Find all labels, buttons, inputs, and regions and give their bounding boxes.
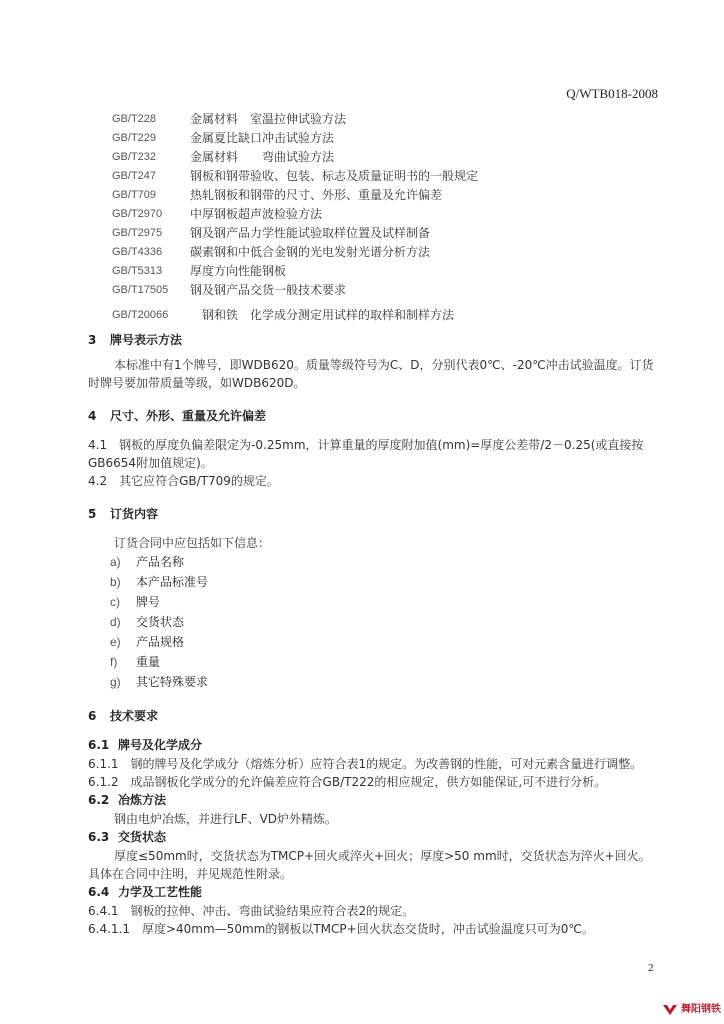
reference-title: 钢及钢产品力学性能试验取样位置及试样制备 [190,226,431,240]
reference-row [112,306,478,325]
logo-text: 舞阳钢铁 [681,1004,721,1015]
reference-row [112,281,478,300]
order-info-list [88,552,658,692]
reference-code: GB/T5313 [112,265,163,277]
document-code: Q/WTB018-2008 [566,86,658,101]
section-number: 4 [88,409,97,423]
section-number: 5 [88,507,97,521]
reference-row [112,186,478,205]
reference-code: GB/T232 [112,151,157,163]
list-item [110,572,658,592]
subsection-heading [88,828,658,847]
reference-row [112,224,478,243]
section-heading [88,406,658,426]
company-logo [662,1004,721,1016]
reference-code: GB/T2975 [112,227,163,239]
reference-row [112,167,478,186]
paragraph: 4.1 钢板的厚度负偏差限定为-0.25mm，计算重量的厚度附加值(mm)=厚度公差带/2－0.25(或直接按GB6654附加值规定)。 [88,438,644,470]
list-item [110,632,658,652]
list-item-text: 重量 [136,655,161,669]
list-item [110,592,658,612]
subsection-number: 6.4 [88,885,110,899]
list-item [110,672,658,692]
reference-code: GB/T20066 [112,309,169,321]
list-item-text: 牌号 [136,595,161,609]
subsection-title: 力学及工艺性能 [118,885,203,899]
section-number: 3 [88,333,97,347]
reference-title: 热轧钢板和钢带的尺寸、外形、重量及允许偏差 [190,188,443,202]
subsection-title: 交货状态 [118,830,167,844]
list-marker: g) [110,675,121,689]
subsection-title: 牌号及化学成分 [118,738,203,752]
subsection-number: 6.3 [88,830,110,844]
list-marker: a) [110,555,121,569]
reference-title: 碳素钢和中低合金钢的光电发射光谱分析方法 [190,245,431,259]
reference-row [112,205,478,224]
paragraph: 6.4.1 钢板的拉伸、冲击、弯曲试验结果应符合表2的规定。 [88,904,415,918]
reference-row [112,148,478,167]
list-marker: d) [110,615,121,629]
reference-title: 金属材料 弯曲试验方法 [190,150,335,164]
reference-row [112,129,478,148]
paragraph: 6.4.1.1 厚度>40mm—50mm的钢板以TMCP+回火状态交货时，冲击试验温度只可为0℃。 [88,922,594,936]
list-marker: c) [110,595,120,609]
reference-title: 厚度方向性能钢板 [190,264,287,278]
reference-row [112,262,478,281]
list-marker: b) [110,575,121,589]
list-item-text: 产品名称 [136,555,185,569]
list-item-text: 交货状态 [136,615,185,629]
paragraph: 6.1.2 成品钢板化学成分的允许偏差应符合GB/T222的相应规定，供方如能保证,可不进行分析。 [88,775,607,789]
section-heading [88,504,658,524]
paragraph: 厚度≤50mm时，交货状态为TMCP+回火或淬火+回火；厚度>50 mm时，交货状态为淬火+回火。具体在合同中注明，并见规范性附录。 [88,849,651,881]
reference-code: GB/T228 [112,113,157,125]
reference-title: 金属材料 室温拉伸试验方法 [190,112,347,126]
section-title: 技术要求 [110,709,159,723]
reference-title: 钢及钢产品交货一般技术要求 [190,283,347,297]
subsection-heading [88,791,658,810]
subsection-number: 6.2 [88,793,110,807]
list-item [110,612,658,632]
reference-code: GB/T709 [112,189,157,201]
list-item [110,652,658,672]
section-heading [88,706,658,726]
list-marker: f) [110,655,118,669]
paragraph: 钢由电炉冶炼，并进行LF、VD炉外精炼。 [114,812,338,826]
reference-row [112,110,478,129]
reference-title: 中厚钢板超声波检验方法 [190,207,323,221]
list-item [110,552,658,572]
section-number: 6 [88,709,97,723]
reference-row [112,243,478,262]
list-item-text: 产品规格 [136,635,185,649]
page-number: 2 [648,962,654,974]
reference-title: 钢板和钢带验收、包装、标志及质量证明书的一般规定 [190,169,479,183]
reference-title: 金属夏比缺口冲击试验方法 [190,131,335,145]
paragraph: 订货合同中应包括如下信息： [114,536,271,550]
list-item-text: 其它特殊要求 [136,675,209,689]
document-body [88,330,658,938]
reference-code: GB/T229 [112,132,157,144]
reference-code: GB/T2970 [112,208,163,220]
subsection-heading [88,736,658,755]
steel-logo-icon [662,1004,678,1016]
normative-references-list [112,110,478,325]
section-title: 尺寸、外形、重量及允许偏差 [110,409,267,423]
reference-code: GB/T4336 [112,246,163,258]
list-marker: e) [110,635,121,649]
paragraph: 6.1.1 钢的牌号及化学成分（熔炼分析）应符合表1的规定。为改善钢的性能，可对元素含量进行调整。 [88,757,643,771]
section-title: 牌号表示方法 [110,333,183,347]
paragraph: 本标准中有1个牌号，即WDB620。质量等级符号为C、D，分别代表0℃、-20℃冲击试验温度。订货时牌号要加带质量等级，如WDB620D。 [88,358,654,390]
reference-code: GB/T247 [112,170,157,182]
section-heading [88,330,658,350]
subsection-title: 冶炼方法 [118,793,167,807]
subsection-heading [88,883,658,902]
section-title: 订货内容 [110,507,159,521]
reference-title: 钢和铁 化学成分测定用试样的取样和制样方法 [190,308,455,322]
reference-code: GB/T17505 [112,284,169,296]
paragraph: 4.2 其它应符合GB/T709的规定。 [88,474,279,488]
subsection-number: 6.1 [88,738,110,752]
list-item-text: 本产品标准号 [136,575,209,589]
